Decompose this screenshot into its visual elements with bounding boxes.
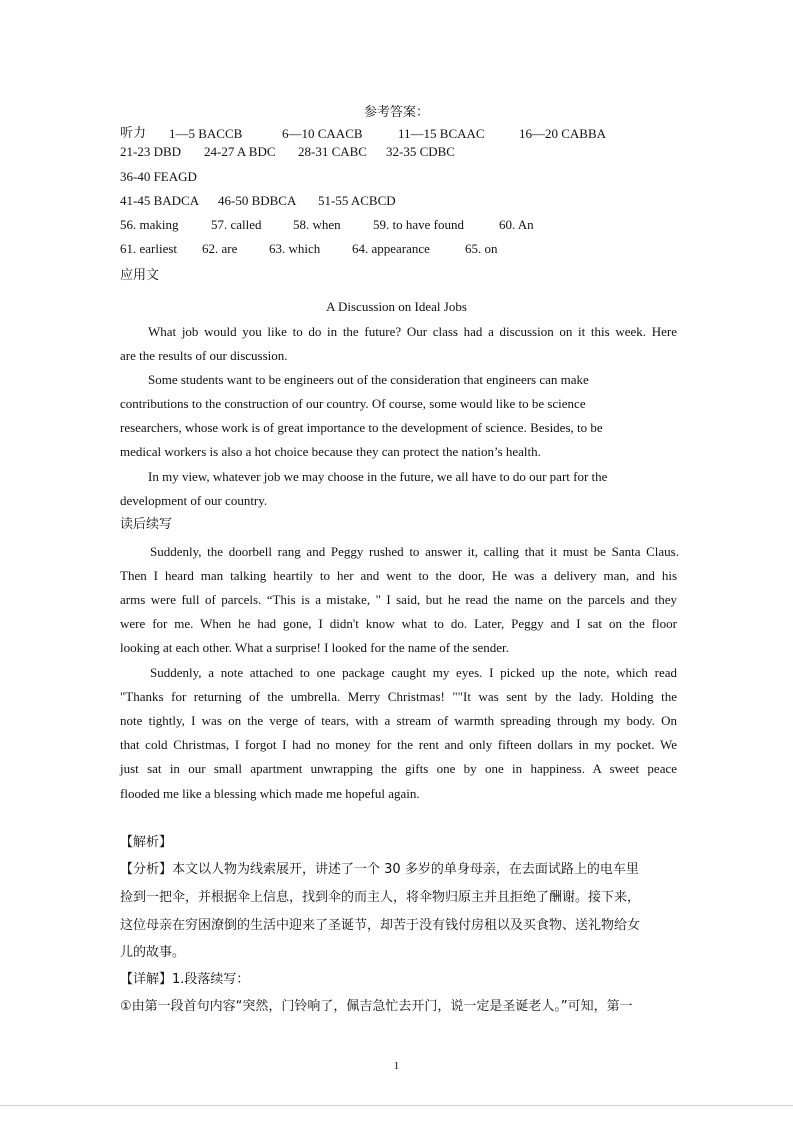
footer-divider [0,1105,793,1106]
answer-item: 61. earliest [120,241,178,256]
story-line: looking at each other. What a surprise! I looked for the name of the sender. [120,640,509,655]
detail-point-line: ①由第一段首句内容“突然，门铃响了，佩吉急忙去开门，说一定是圣诞老人。”可知，第一 [120,999,633,1014]
story-line: that cold Christmas, I forgot I had no money for the rent and only fifteen dollars in my pocket. We [120,737,677,752]
answer-group: 11—15 BCAAC [398,126,485,141]
essay-line: In my view, whatever job we may choose in the future, we all have to do our part for the [148,469,608,484]
answer-key-heading [0,104,793,121]
story-line: were for me. When he had gone, I didn't know what to do. Later, Peggy and I sat on the floor [120,616,677,631]
analysis-text: 本文以人物为线索展开，讲述了一个 30 多岁的单身母亲，在去面试路上的电车里 [172,862,639,877]
answer-item: 59. to have found [373,217,464,232]
analysis-paragraph-line: 这位母亲在穷困潦倒的生活中迎来了圣诞节，却苦于没有钱付房租以及买食物、送礼物给女 [120,918,641,933]
story-line: "Thanks for returning of the umbrella. Merry Christmas! ""It was sent by the lady. Holding the [120,689,677,704]
detail-text: 1.段落续写： [172,972,250,987]
answer-row-3: 36-40 FEAGD [120,169,197,184]
story-line: note tightly, I was on the verge of tears, with a stream of warmth spreading through my body. On [120,713,677,728]
answer-group: 32-35 CDBC [386,144,455,159]
answer-item: 60. An [499,217,534,232]
analysis-label: 【分析】 [120,862,173,877]
answer-row-2 [120,144,720,160]
essay-line: development of our country. [120,493,268,508]
answer-group: 46-50 BDBCA [218,193,297,208]
essay-line: Some students want to be engineers out of the consideration that engineers can make [148,372,589,387]
analysis-paragraph-line: 儿的故事。 [120,945,186,960]
continuation-writing-label: 读后续写 [120,517,173,532]
answer-item: 56. making [120,217,179,232]
page-number: 1 [393,1060,400,1072]
answer-item: 64. appearance [352,241,430,256]
essay-line: medical workers is also a hot choice because they can protect the nation’s health. [120,444,541,459]
answer-key-heading-text: 参考答案： [363,105,429,120]
answer-row-4 [120,193,720,209]
essay-line: are the results of our discussion. [120,348,288,363]
answer-row-1 [120,126,720,142]
analysis-heading: 【解析】 [120,835,173,850]
answer-group: 28-31 CABC [298,144,367,159]
story-line: just sat in our small apartment unwrapping the gifts one by one in happiness. A sweet peace [120,761,677,776]
answer-group: 16—20 CABBA [519,126,607,141]
answer-item: 57. called [211,217,262,232]
story-line: arms were full of parcels. “This is a mistake, " I said, but he read the name on the parcels and they [120,592,677,607]
answer-group: 6—10 CAACB [282,126,363,141]
analysis-paragraph-line: 捡到一把伞，并根据伞上信息，找到伞的而主人，将伞物归原主并且拒绝了酬谢。接下来， [120,890,641,905]
applied-writing-label: 应用文 [120,268,160,283]
story-line: Suddenly, a note attached to one package caught my eyes. I picked up the note, which read [150,665,677,680]
answer-group: 1—5 BACCB [169,126,243,141]
answer-item: 65. on [465,241,498,256]
answer-item: 63. which [269,241,321,256]
answer-group: 24-27 A BDC [204,144,276,159]
answer-item: 62. are [202,241,238,256]
listening-label: 听力 [120,126,147,141]
answer-group: 41-45 BADCA [120,193,200,208]
essay-line: What job would you like to do in the future? Our class had a discussion on it this week. Here [148,324,677,339]
story-line: Suddenly, the doorbell rang and Peggy rushed to answer it, calling that it must be Santa Claus. [150,544,679,559]
detail-label: 【详解】 [120,972,173,987]
answer-group: 21-23 DBD [120,144,182,159]
analysis-paragraph-line [120,862,680,878]
essay-line: contributions to the construction of our country. Of course, some would like to be science [120,396,586,411]
essay-title: A Discussion on Ideal Jobs [326,299,467,314]
answer-row-5 [120,217,720,233]
story-line: Then I heard man talking heartily to her and went to the door, He was a delivery man, and his [120,568,677,583]
answer-group: 51-55 ACBCD [318,193,396,208]
essay-line: researchers, whose work is of great importance to the development of science. Besides, to be [120,420,603,435]
answer-item: 58. when [293,217,341,232]
story-line: flooded me like a blessing which made me hopeful again. [120,786,420,801]
answer-row-6 [120,241,720,257]
detail-line [120,972,249,988]
